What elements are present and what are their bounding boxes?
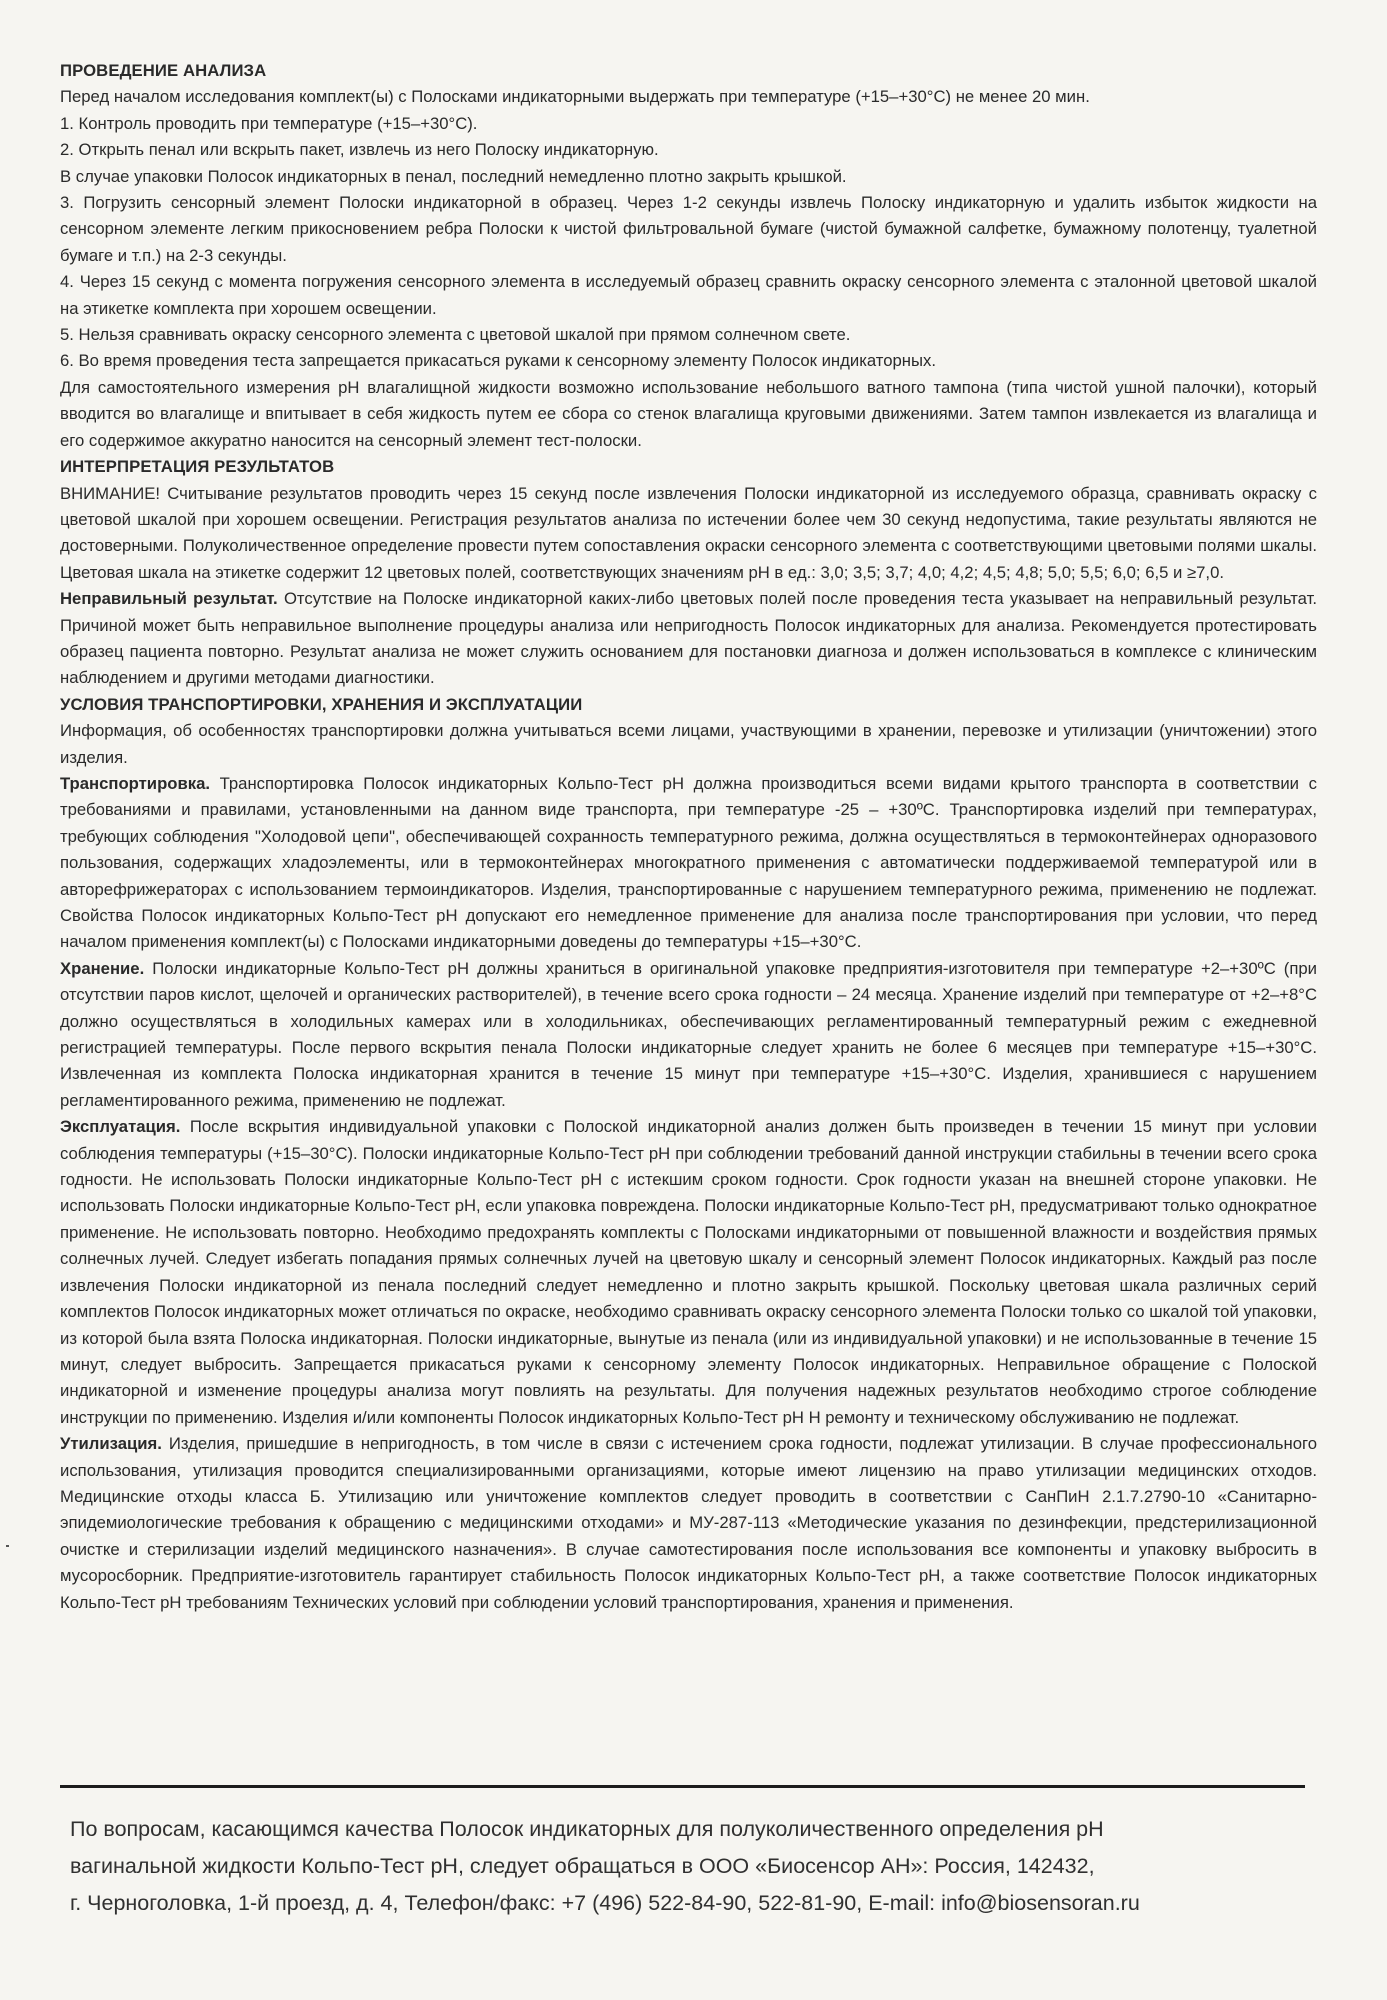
invalid-result-label: Неправильный результат.: [60, 589, 278, 609]
conditions-intro: Информация, об особенностях транспортировки должна учитываться всеми лицами, участвующими в хранении, перевозке и утилизации (уничтожении) этого изделия.: [60, 721, 1317, 767]
analysis-paragraph: 4. Через 15 секунд с момента погружения сенсорного элемента в исследуемый образец сравнить окраску сенсорного элемента с эталонной цветовой шкалой на этикетке комплекта при хорошем освещении.: [60, 272, 1317, 318]
disposal-paragraph: [60, 1431, 1317, 1616]
analysis-paragraph: 1. Контроль проводить при температуре (+15–+30°С).: [60, 113, 478, 133]
analysis-paragraph: Для самостоятельного измерения pH влагалищной жидкости возможно использование небольшого ватного тампона (типа чистой ушной палочки), который вводится во влагалище и впитывает в себя жидкость путем ее сбора со стенок влагалища круговыми движениями. Затем тампон извлекается из влагалища и его содержимое аккуратно наносится на сенсорный элемент тест-полоски.: [60, 377, 1317, 450]
analysis-paragraph: 2. Открыть пенал или вскрыть пакет, извлечь из него Полоску индикаторную.: [60, 140, 659, 160]
analysis-paragraph: Перед началом исследования комплект(ы) с Полосками индикаторными выдержать при температуре (+15–+30°С) не менее 20 мин.: [60, 87, 1090, 107]
conditions-heading: УСЛОВИЯ ТРАНСПОРТИРОВКИ, ХРАНЕНИЯ И ЭКСПЛУАТАЦИИ: [60, 694, 583, 714]
transport-text: Транспортировка Полосок индикаторных Кольпо-Тест pH должна производиться всеми видами крытого транспорта в соответствии с требованиями и правилами, установленными на данном виде транспорта, при температуре -25 – +30ºС. Транспортировка изделий при температурах, требующих соблюдения "Холодовой цепи", обеспечивающей сохранность температурного режима, должна осуществляться в термоконтейнерах одноразового пользования, содержащих хладоэлементы, или в термоконтейнерах многократного применения с автоматически поддерживаемой температурой или в авторефрижераторах с использованием термоиндикаторов. Изделия, транспортированные с нарушением температурного режима, применению не подлежат. Свойства Полосок индикаторных Кольпо-Тест pH допускают его немедленное применение для анализа после транспортирования при условии, что перед началом применения комплект(ы) с Полосками индикаторными доведены до температуры +15–+30°С.: [60, 773, 1317, 952]
operation-label: Эксплуатация.: [60, 1117, 181, 1137]
operation-text: После вскрытия индивидуальной упаковки с Полоской индикаторной анализ должен быть произведен в течении 15 минут при условии соблюдения температуры (+15–30°С). Полоски индикаторные Кольпо-Тест pH при соблюдении требований данной инструкции стабильны в течении всего срока годности. Не использовать Полоски индикаторные Кольпо-Тест pH с истекшим сроком годности. Срок годности указан на внешней стороне упаковки. Не использовать Полоски индикаторные Кольпо-Тест pH, если упаковка повреждена. Полоски индикаторные Кольпо-Тест pH, предусматривают только однократное применение. Не использовать повторно. Необходимо предохранять комплекты с Полосками индикаторными от повышенной влажности и воздействия прямых солнечных лучей. Следует избегать попадания прямых солнечных лучей на цветовую шкалу и сенсорный элемент Полосок индикаторных. Каждый раз после извлечения Полоски индикаторной из пенала последний следует немедленно и плотно закрыть крышкой. Поскольку цветовая шкала различных серий комплектов Полосок индикаторных может отличаться по окраске, необходимо сравнивать окраску сенсорного элемента Полоски только со шкалой той упаковки, из которой была взята Полоска индикаторная. Полоски индикаторные, вынутые из пенала (или из индивидуальной упаковки) и не использованные в течение 15 минут, следует выбросить. Запрещается прикасаться руками к сенсорному элементу Полосок индикаторных. Неправильное обращение с Полоской индикаторной и изменение процедуры анализа могут повлиять на результаты. Для получения надежных результатов необходимо строгое соблюдение инструкции по применению. Изделия и/или компоненты Полосок индикаторных Кольпо-Тест pH Н ремонту и техническому обслуживанию не подлежат.: [60, 1117, 1317, 1427]
analysis-paragraph: 5. Нельзя сравнивать окраску сенсорного элемента с цветовой шкалой при прямом солнечном свете.: [60, 325, 851, 345]
disposal-label: Утилизация.: [60, 1434, 162, 1454]
storage-label: Хранение.: [60, 958, 145, 978]
scan-speck: [6, 1545, 9, 1547]
footer-line: По вопросам, касающимся качества Полосок индикаторных для полуколичественного определения pH: [70, 1817, 1104, 1841]
storage-paragraph: [60, 956, 1317, 1114]
transport-paragraph: [60, 771, 1317, 956]
disposal-text: Изделия, пришедшие в непригодность, в том числе в связи с истечением срока годности, подлежат утилизации. В случае профессионального использования, утилизация проводится специализированными организациями, которые имеют лицензию на право утилизации медицинских отходов. Медицинские отходы класса Б. Утилизацию или уничтожение комплектов следует проводить в соответствии с СанПиН 2.1.7.2790-10 «Санитарно-эпидемиологические требования к обращению с медицинскими отходами» и МУ-287-113 «Методические указания по дезинфекции, предстерилизационной очистке и стерилизации изделий медицинского назначения». В случае самотестирования после использования все компоненты и упаковку выбросить в мусоросборник. Предприятие-изготовитель гарантирует стабильность Полосок индикаторных Кольпо-Тест pH, а также соответствие Полосок индикаторных Кольпо-Тест pH требованиям Технических условий при соблюдении условий транспортирования, хранения и применения.: [60, 1434, 1317, 1612]
invalid-result-text: Отсутствие на Полоске индикаторной каких-либо цветовых полей после проведения теста указывает на неправильный результат. Причиной может быть неправильное выполнение процедуры анализа или непригодность Полосок индикаторных для анализа. Рекомендуется протестировать образец пациента повторно. Результат анализа не может служить основанием для постановки диагноза и должен использоваться в комплексе с клиническим наблюдением и другими методами диагностики.: [60, 589, 1318, 688]
attention-paragraph: ВНИМАНИЕ! Считывание результатов проводить через 15 секунд после извлечения Полоски индикаторной из исследуемого образца, сравнивать окраску с цветовой шкалой при хорошем освещении. Регистрация результатов анализа по истечении более чем 30 секунд недопустима, такие результаты являются не достоверными. Полуколичественное определение провести путем сопоставления окраски сенсорного элемента с соответствующими цветовыми полями шкалы. Цветовая шкала на этикетке содержит 12 цветовых полей, соответствующих значениям pH в ед.: 3,0; 3,5; 3,7; 4,0; 4,2; 4,5; 4,8; 5,0; 5,5; 6,0; 6,5 и ≥7,0.: [60, 483, 1317, 582]
analysis-paragraph: В случае упаковки Полосок индикаторных в пенал, последний немедленно плотно закрыть крышкой.: [60, 166, 847, 186]
transport-label: Транспортировка.: [60, 773, 210, 793]
instruction-body: [60, 58, 1317, 1616]
interpretation-heading: ИНТЕРПРЕТАЦИЯ РЕЗУЛЬТАТОВ: [60, 457, 335, 477]
invalid-result-paragraph: [60, 586, 1317, 692]
analysis-heading: ПРОВЕДЕНИЕ АНАЛИЗА: [60, 61, 267, 80]
footer-line: г. Черноголовка, 1-й проезд, д. 4, Телефон/факс: +7 (496) 522-84-90, 522-81-90, E-mail: info@biosensoran.ru: [70, 1891, 1140, 1915]
footer-divider: [60, 1785, 1305, 1788]
storage-text: Полоски индикаторные Кольпо-Тест pH должны храниться в оригинальной упаковке предприятия-изготовителя при температуре +2–+30ºС (при отсутствии паров кислот, щелочей и органических растворителей), в течение всего срока годности – 24 месяца. Хранение изделий при температуре от +2–+8°С должно осуществляться в холодильных камерах или в холодильниках, обеспечивающих регламентированный температурный режим с ежедневной регистрацией температуры. После первого вскрытия пенала Полоски индикаторные следует хранить не более 6 месяцев при температуре +15–+30°С. Извлеченная из комплекта Полоска индикаторная хранится в течение 15 минут при температуре +15–+30°С. Изделия, хранившиеся с нарушением регламентированного режима, применению не подлежат.: [60, 958, 1317, 1110]
analysis-paragraph: 3. Погрузить сенсорный элемент Полоски индикаторной в образец. Через 1-2 секунды извлечь Полоску индикаторную и удалить избыток жидкости на сенсорном элементе легким прикосновением ребра Полоски к чистой фильтровальной бумаге (чистой бумажной салфетке, бумажному полотенцу, туалетной бумаге и т.п.) на 2-3 секунды.: [60, 193, 1317, 265]
contact-footer: [70, 1811, 1320, 1922]
footer-line: вагинальной жидкости Кольпо-Тест pH, следует обращаться в ООО «Биосенсор АН»: Россия, 142432,: [70, 1854, 1095, 1878]
operation-paragraph: [60, 1114, 1317, 1431]
analysis-paragraph: 6. Во время проведения теста запрещается прикасаться руками к сенсорному элементу Полосок индикаторных.: [60, 351, 936, 371]
